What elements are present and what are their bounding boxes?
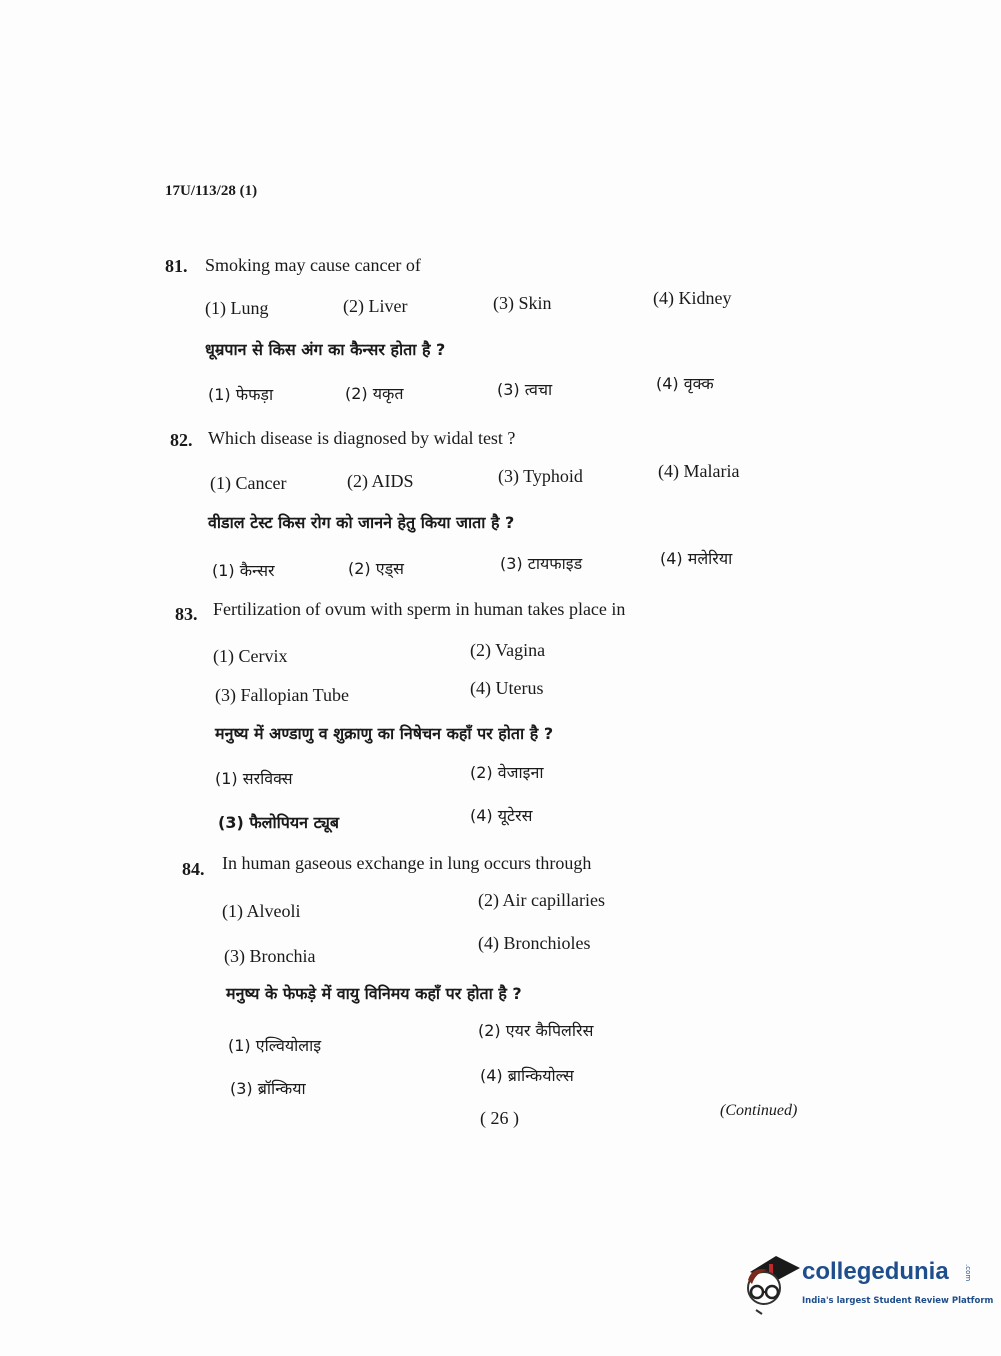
option: (2) AIDS <box>347 471 414 491</box>
option: (4) Uterus <box>470 678 544 698</box>
hindi-option: (3) फैलोपियन ट्यूब <box>218 813 339 832</box>
continued-label: (Continued) <box>720 1102 798 1119</box>
hindi-question-text: धूम्रपान से किस अंग का कैन्सर होता है ? <box>205 340 446 359</box>
hindi-option: (1) फेफड़ा <box>208 385 274 404</box>
mascot-icon <box>742 1250 800 1320</box>
option: (2) Vagina <box>470 640 546 660</box>
hindi-option: (2) वेजाइना <box>470 763 544 782</box>
hindi-question-text: वीडाल टेस्ट किस रोग को जानने हेतु किया जाता है ? <box>208 513 515 532</box>
question-text: Smoking may cause cancer of <box>205 255 421 275</box>
option: (3) Fallopian Tube <box>215 685 350 705</box>
hindi-option: (1) सरविक्स <box>215 769 293 788</box>
option: (3) Bronchia <box>224 946 316 966</box>
hindi-option: (2) यकृत <box>345 384 404 403</box>
logo-suffix: .com <box>964 1264 972 1282</box>
hindi-option: (1) कैन्सर <box>212 561 275 580</box>
hindi-question-text: मनुष्य के फेफड़े में वायु विनिमय कहाँ पर होता है ? <box>226 984 522 1003</box>
question-number: 84. <box>182 859 205 879</box>
hindi-option: (4) यूटेरस <box>470 806 533 825</box>
question-number: 83. <box>175 604 198 624</box>
option: (1) Alveoli <box>222 901 301 921</box>
hindi-option: (4) वृक्क <box>656 374 714 393</box>
logo-tagline: India's largest Student Review Platform <box>802 1296 994 1306</box>
question-number: 82. <box>170 430 193 450</box>
option: (1) Cancer <box>210 473 287 493</box>
option: (1) Cervix <box>213 646 288 666</box>
hindi-option: (3) टायफाइड <box>500 554 583 573</box>
hindi-option: (2) एयर कैपिलरिस <box>478 1021 594 1040</box>
question-text: Fertilization of ovum with sperm in human takes place in <box>213 599 626 619</box>
collegedunia-logo <box>742 1250 992 1320</box>
question-text: In human gaseous exchange in lung occurs through <box>222 853 592 873</box>
question-text: Which disease is diagnosed by widal test ? <box>208 428 516 448</box>
hindi-option: (4) ब्रान्कियोल्स <box>480 1066 574 1085</box>
option: (3) Skin <box>493 293 552 313</box>
option: (3) Typhoid <box>498 466 583 486</box>
hindi-option: (3) ब्रॉन्किया <box>230 1079 306 1098</box>
hindi-question-text: मनुष्य में अण्डाणु व शुक्राणु का निषेचन कहाँ पर होता है ? <box>215 724 554 743</box>
paper-code: 17U/113/28 (1) <box>165 183 258 199</box>
option: (4) Kidney <box>653 288 732 308</box>
option: (2) Air capillaries <box>478 890 605 910</box>
question-number: 81. <box>165 256 188 276</box>
option: (1) Lung <box>205 298 269 318</box>
hindi-option: (2) एड्स <box>348 559 404 578</box>
page-number: ( 26 ) <box>480 1108 519 1128</box>
hindi-option: (1) एल्वियोलाइ <box>228 1036 322 1055</box>
logo-brand: collegedunia <box>802 1258 949 1285</box>
option: (2) Liver <box>343 296 408 316</box>
hindi-option: (4) मलेरिया <box>660 549 733 568</box>
option: (4) Bronchioles <box>478 933 591 953</box>
option: (4) Malaria <box>658 461 740 481</box>
hindi-option: (3) त्वचा <box>497 380 553 399</box>
